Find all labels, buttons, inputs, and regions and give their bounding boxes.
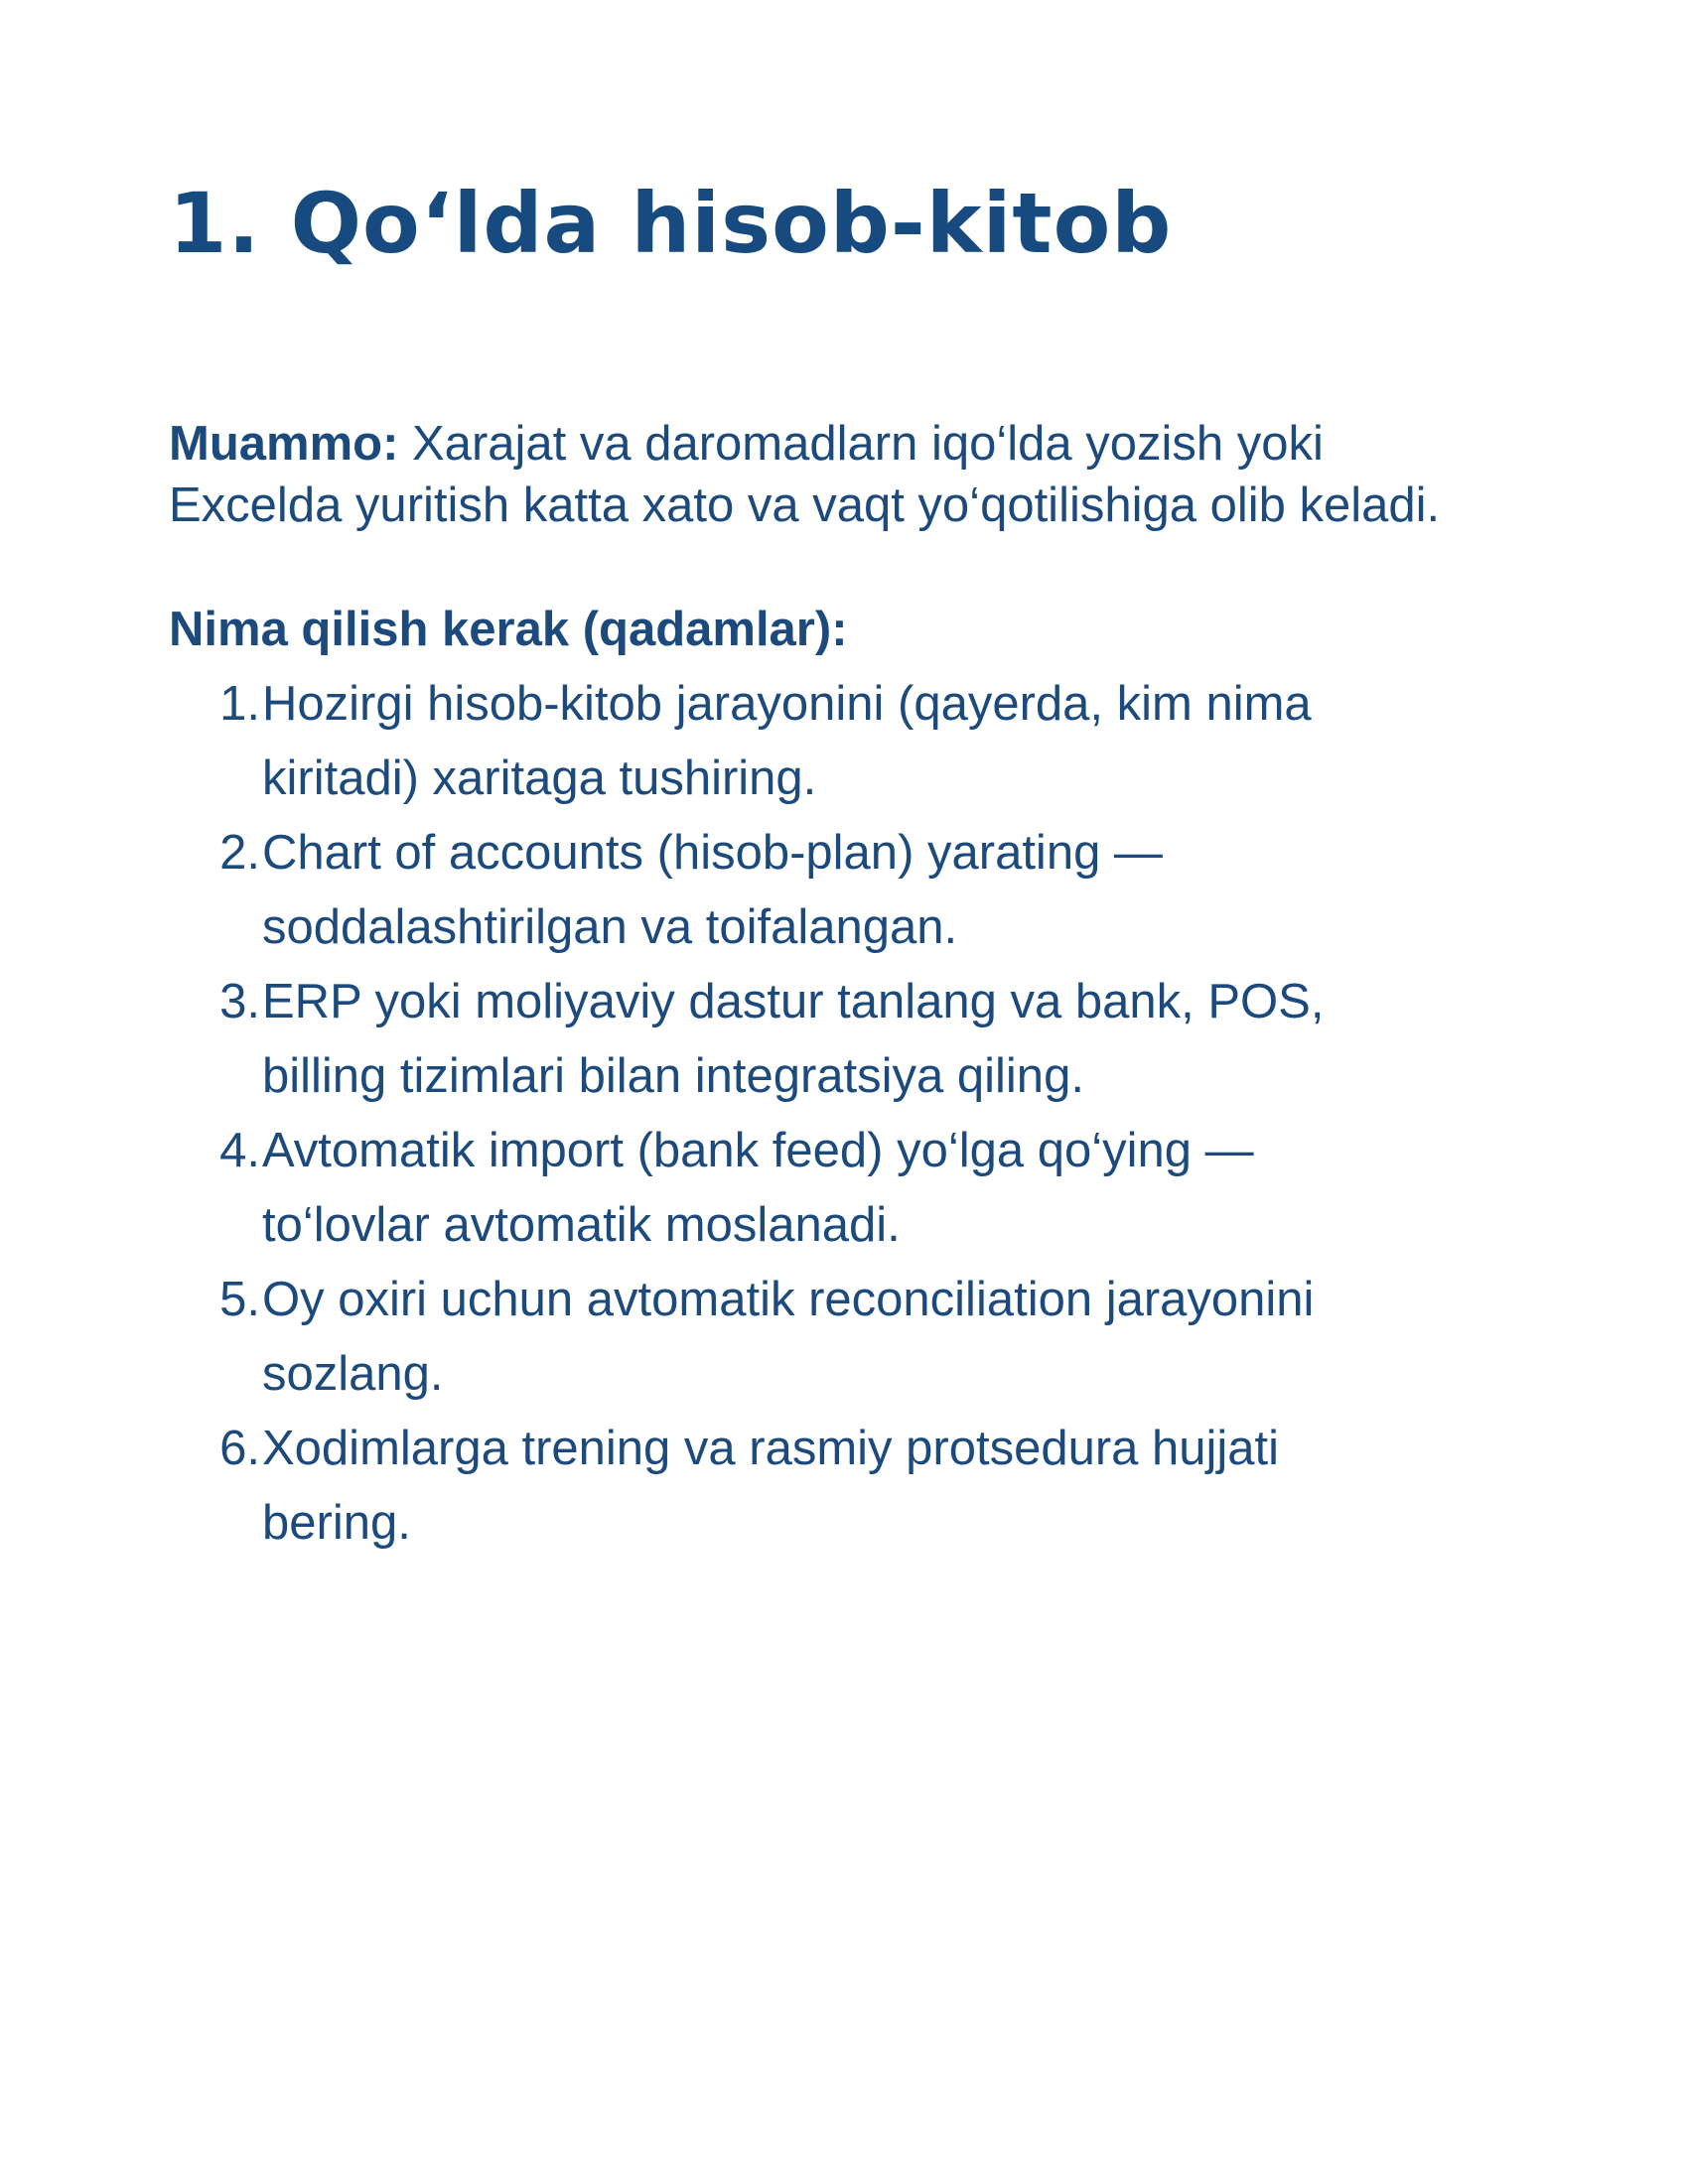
step-item	[169, 667, 1489, 816]
step-number: 5.	[219, 1273, 260, 1326]
step-text: Oy oxiri uchun avtomatik reconciliation jarayonini sozlang.	[262, 1273, 1315, 1401]
step-number: 3.	[219, 975, 260, 1028]
steps-list	[169, 667, 1489, 1561]
problem-text: Xarajat va daromadlarn iqo‘lda yozish yoki Excelda yuritish katta xato va vaqt yo‘qotilishiga olib keladi.	[169, 417, 1441, 532]
step-text: Chart of accounts (hisob-plan) yarating — soddalashtirilgan va toifalangan.	[262, 826, 1163, 954]
step-item	[169, 816, 1489, 965]
step-item	[169, 1412, 1489, 1561]
step-number: 2.	[219, 826, 260, 880]
step-number: 1.	[219, 677, 260, 731]
steps-heading: Nima qilish kerak (qadamlar):	[169, 603, 848, 656]
step-text: Xodimlarga trening va rasmiy protsedura hujjati bering.	[262, 1422, 1280, 1550]
step-text: Hozirgi hisob-kitob jarayonini (qayerda, kim nima kiritadi) xaritaga tushiring.	[262, 677, 1312, 805]
page-title: 1. Qo‘lda hisob-kitob	[169, 175, 1173, 272]
problem-label: Muammo:	[169, 417, 399, 471]
problem-paragraph	[169, 413, 1489, 536]
document-page	[169, 169, 1489, 1561]
step-item	[169, 1263, 1489, 1412]
step-item	[169, 1114, 1489, 1263]
step-number: 6.	[219, 1422, 260, 1475]
step-text: ERP yoki moliyaviy dastur tanlang va bank, POS, billing tizimlari bilan integratsiya qiling.	[262, 975, 1325, 1103]
step-text: Avtomatik import (bank feed) yo‘lga qo‘ying — to‘lovlar avtomatik moslanadi.	[262, 1124, 1254, 1252]
step-item	[169, 965, 1489, 1114]
step-number: 4.	[219, 1124, 260, 1177]
